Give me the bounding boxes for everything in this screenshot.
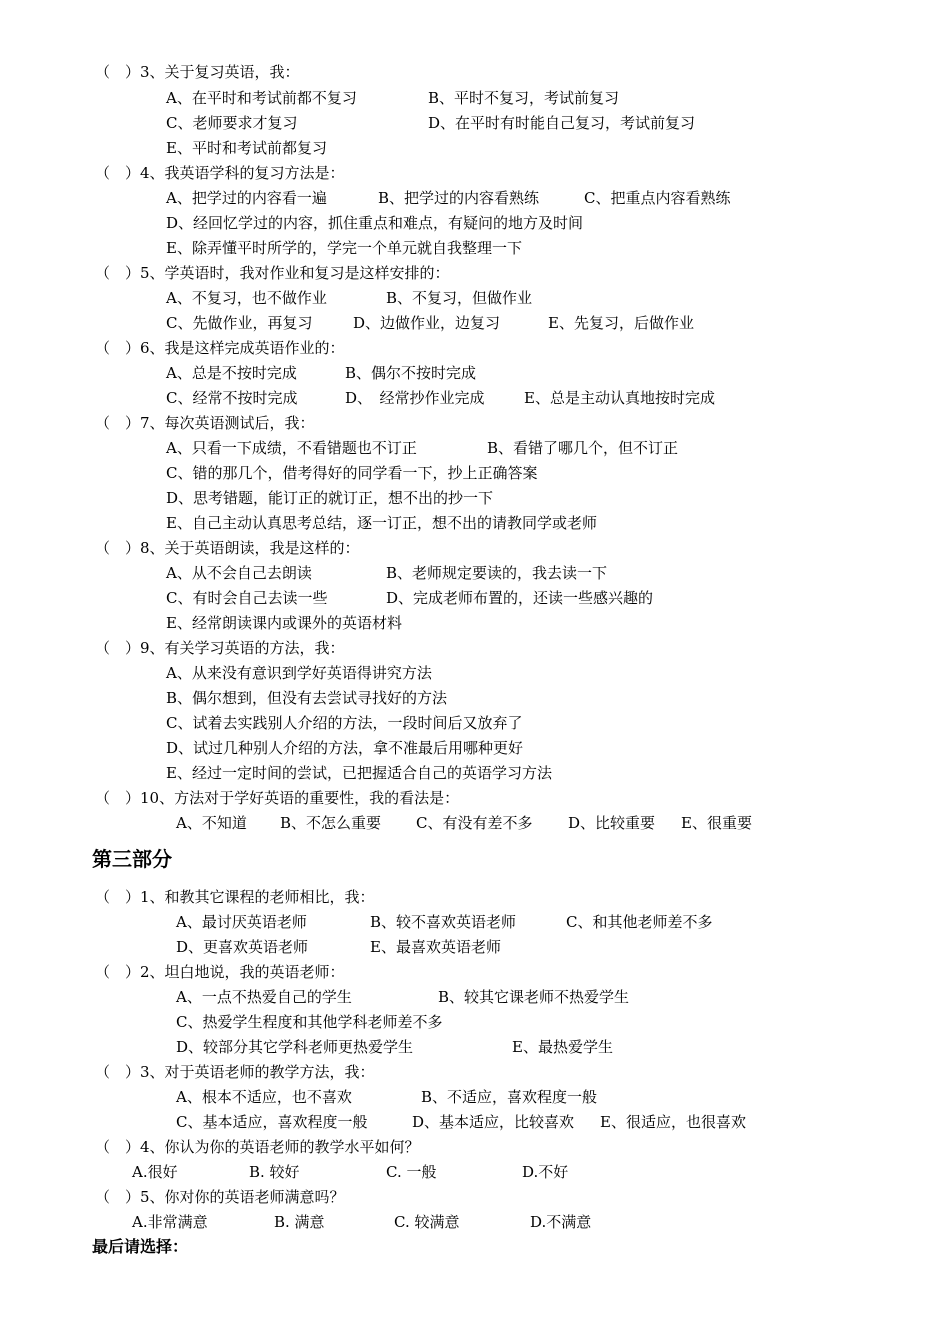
option-e: E、自己主动认真思考总结，逐一订正，想不出的请教同学或老师: [166, 514, 597, 532]
option-d: D、比较重要: [568, 814, 656, 832]
option-c: C、先做作业，再复习: [166, 314, 313, 332]
option-a: A、从不会自己去朗读: [166, 564, 312, 582]
option-e: E、经常朗读课内或课外的英语材料: [166, 614, 402, 632]
option-e: E、最喜欢英语老师: [370, 938, 501, 956]
option-d: D、较部分其它学科老师更热爱学生: [176, 1038, 414, 1056]
option-a: A、最讨厌英语老师: [176, 913, 307, 931]
option-a: A、从来没有意识到学好英语得讲究方法: [166, 664, 432, 682]
question-stem: （ ）9、有关学习英语的方法，我：: [95, 639, 345, 657]
option-a: A、根本不适应，也不喜欢: [176, 1088, 352, 1106]
question-stem: （ ）1、和教其它课程的老师相比，我：: [95, 888, 375, 906]
option-a: A、不知道: [176, 814, 247, 832]
option-c: C、有没有差不多: [416, 814, 533, 832]
option-d: D、 经常抄作业完成: [345, 389, 485, 407]
option-c: C、和其他老师差不多: [566, 913, 713, 931]
question-stem: （ ）6、我是这样完成英语作业的：: [95, 339, 345, 357]
option-b: B、不适应，喜欢程度一般: [421, 1088, 598, 1106]
option-b: B、把学过的内容看熟练: [378, 189, 540, 207]
option-c: C、把重点内容看熟练: [584, 189, 731, 207]
option-b: B. 较好: [249, 1163, 300, 1181]
option-b: B、不怎么重要: [280, 814, 382, 832]
question-stem: （ ）5、学英语时，我对作业和复习是这样安排的：: [95, 264, 450, 282]
question-stem: （ ）3、对于英语老师的教学方法，我：: [95, 1063, 375, 1081]
question-stem: （ ）10、方法对于学好英语的重要性，我的看法是：: [95, 789, 460, 807]
option-b: B、偶尔想到，但没有去尝试寻找好的方法: [166, 689, 448, 707]
option-b: B、偶尔不按时完成: [345, 364, 477, 382]
question-stem: （ ）5、你对你的英语老师满意吗？: [95, 1188, 345, 1206]
option-c: C、基本适应，喜欢程度一般: [176, 1113, 368, 1131]
option-d: D.不好: [522, 1163, 569, 1181]
option-c: C、老师要求才复习: [166, 114, 298, 132]
option-c: C. 一般: [386, 1163, 437, 1181]
option-b: B、看错了哪几个，但不订正: [487, 439, 679, 457]
option-e: E、除弄懂平时所学的，学完一个单元就自我整理一下: [166, 239, 522, 257]
option-d: D、思考错题，能订正的就订正，想不出的抄一下: [166, 489, 494, 507]
option-e: E、很适应，也很喜欢: [600, 1113, 746, 1131]
option-d: D、更喜欢英语老师: [176, 938, 309, 956]
option-d: D、完成老师布置的，还读一些感兴趣的: [386, 589, 654, 607]
option-a: A.非常满意: [132, 1213, 208, 1231]
option-e: E、平时和考试前都复习: [166, 139, 327, 157]
option-e: E、总是主动认真地按时完成: [524, 389, 715, 407]
option-a: A、不复习，也不做作业: [166, 289, 327, 307]
option-a: A.很好: [132, 1163, 178, 1181]
option-e: E、先复习，后做作业: [548, 314, 694, 332]
option-b: B、老师规定要读的，我去读一下: [386, 564, 608, 582]
option-e: E、很重要: [681, 814, 752, 832]
question-stem: （ ）7、每次英语测试后，我：: [95, 414, 315, 432]
option-d: D、试过几种别人介绍的方法，拿不准最后用哪种更好: [166, 739, 524, 757]
option-b: B. 满意: [274, 1213, 325, 1231]
question-stem: （ ）4、你认为你的英语老师的教学水平如何？: [95, 1138, 420, 1156]
option-d: D、基本适应，比较喜欢: [412, 1113, 575, 1131]
option-c: C. 较满意: [394, 1213, 460, 1231]
option-a: A、总是不按时完成: [166, 364, 297, 382]
question-stem: （ ）4、我英语学科的复习方法是：: [95, 164, 345, 182]
option-b: B、平时不复习，考试前复习: [428, 89, 620, 107]
option-e: E、经过一定时间的尝试，已把握适合自己的英语学习方法: [166, 764, 552, 782]
option-d: D.不满意: [530, 1213, 592, 1231]
question-stem: （ ）2、坦白地说，我的英语老师：: [95, 963, 345, 981]
option-e: E、最热爱学生: [512, 1038, 613, 1056]
option-b: B、不复习，但做作业: [386, 289, 533, 307]
option-c: C、经常不按时完成: [166, 389, 298, 407]
option-d: D、边做作业，边复习: [353, 314, 501, 332]
option-b: B、较其它课老师不热爱学生: [438, 988, 630, 1006]
option-a: A、只看一下成绩，不看错题也不订正: [166, 439, 417, 457]
option-d: D、经回忆学过的内容，抓住重点和难点，有疑问的地方及时间: [166, 214, 584, 232]
option-a: A、在平时和考试前都不复习: [166, 89, 357, 107]
question-stem: （ ）8、关于英语朗读，我是这样的：: [95, 539, 360, 557]
option-c: C、错的那几个，借考得好的同学看一下，抄上正确答案: [166, 464, 538, 482]
option-d: D、在平时有时能自己复习，考试前复习: [428, 114, 696, 132]
option-c: C、有时会自己去读一些: [166, 589, 328, 607]
option-a: A、把学过的内容看一遍: [166, 189, 327, 207]
question-stem: （ ）3、关于复习英语，我：: [95, 63, 300, 81]
final-title: 最后请选择：: [92, 1237, 189, 1256]
option-c: C、热爱学生程度和其他学科老师差不多: [176, 1013, 443, 1031]
option-c: C、试着去实践别人介绍的方法，一段时间后又放弃了: [166, 714, 523, 732]
option-a: A、一点不热爱自己的学生: [176, 988, 352, 1006]
section-title: 第三部分: [92, 847, 172, 871]
option-b: B、较不喜欢英语老师: [370, 913, 517, 931]
